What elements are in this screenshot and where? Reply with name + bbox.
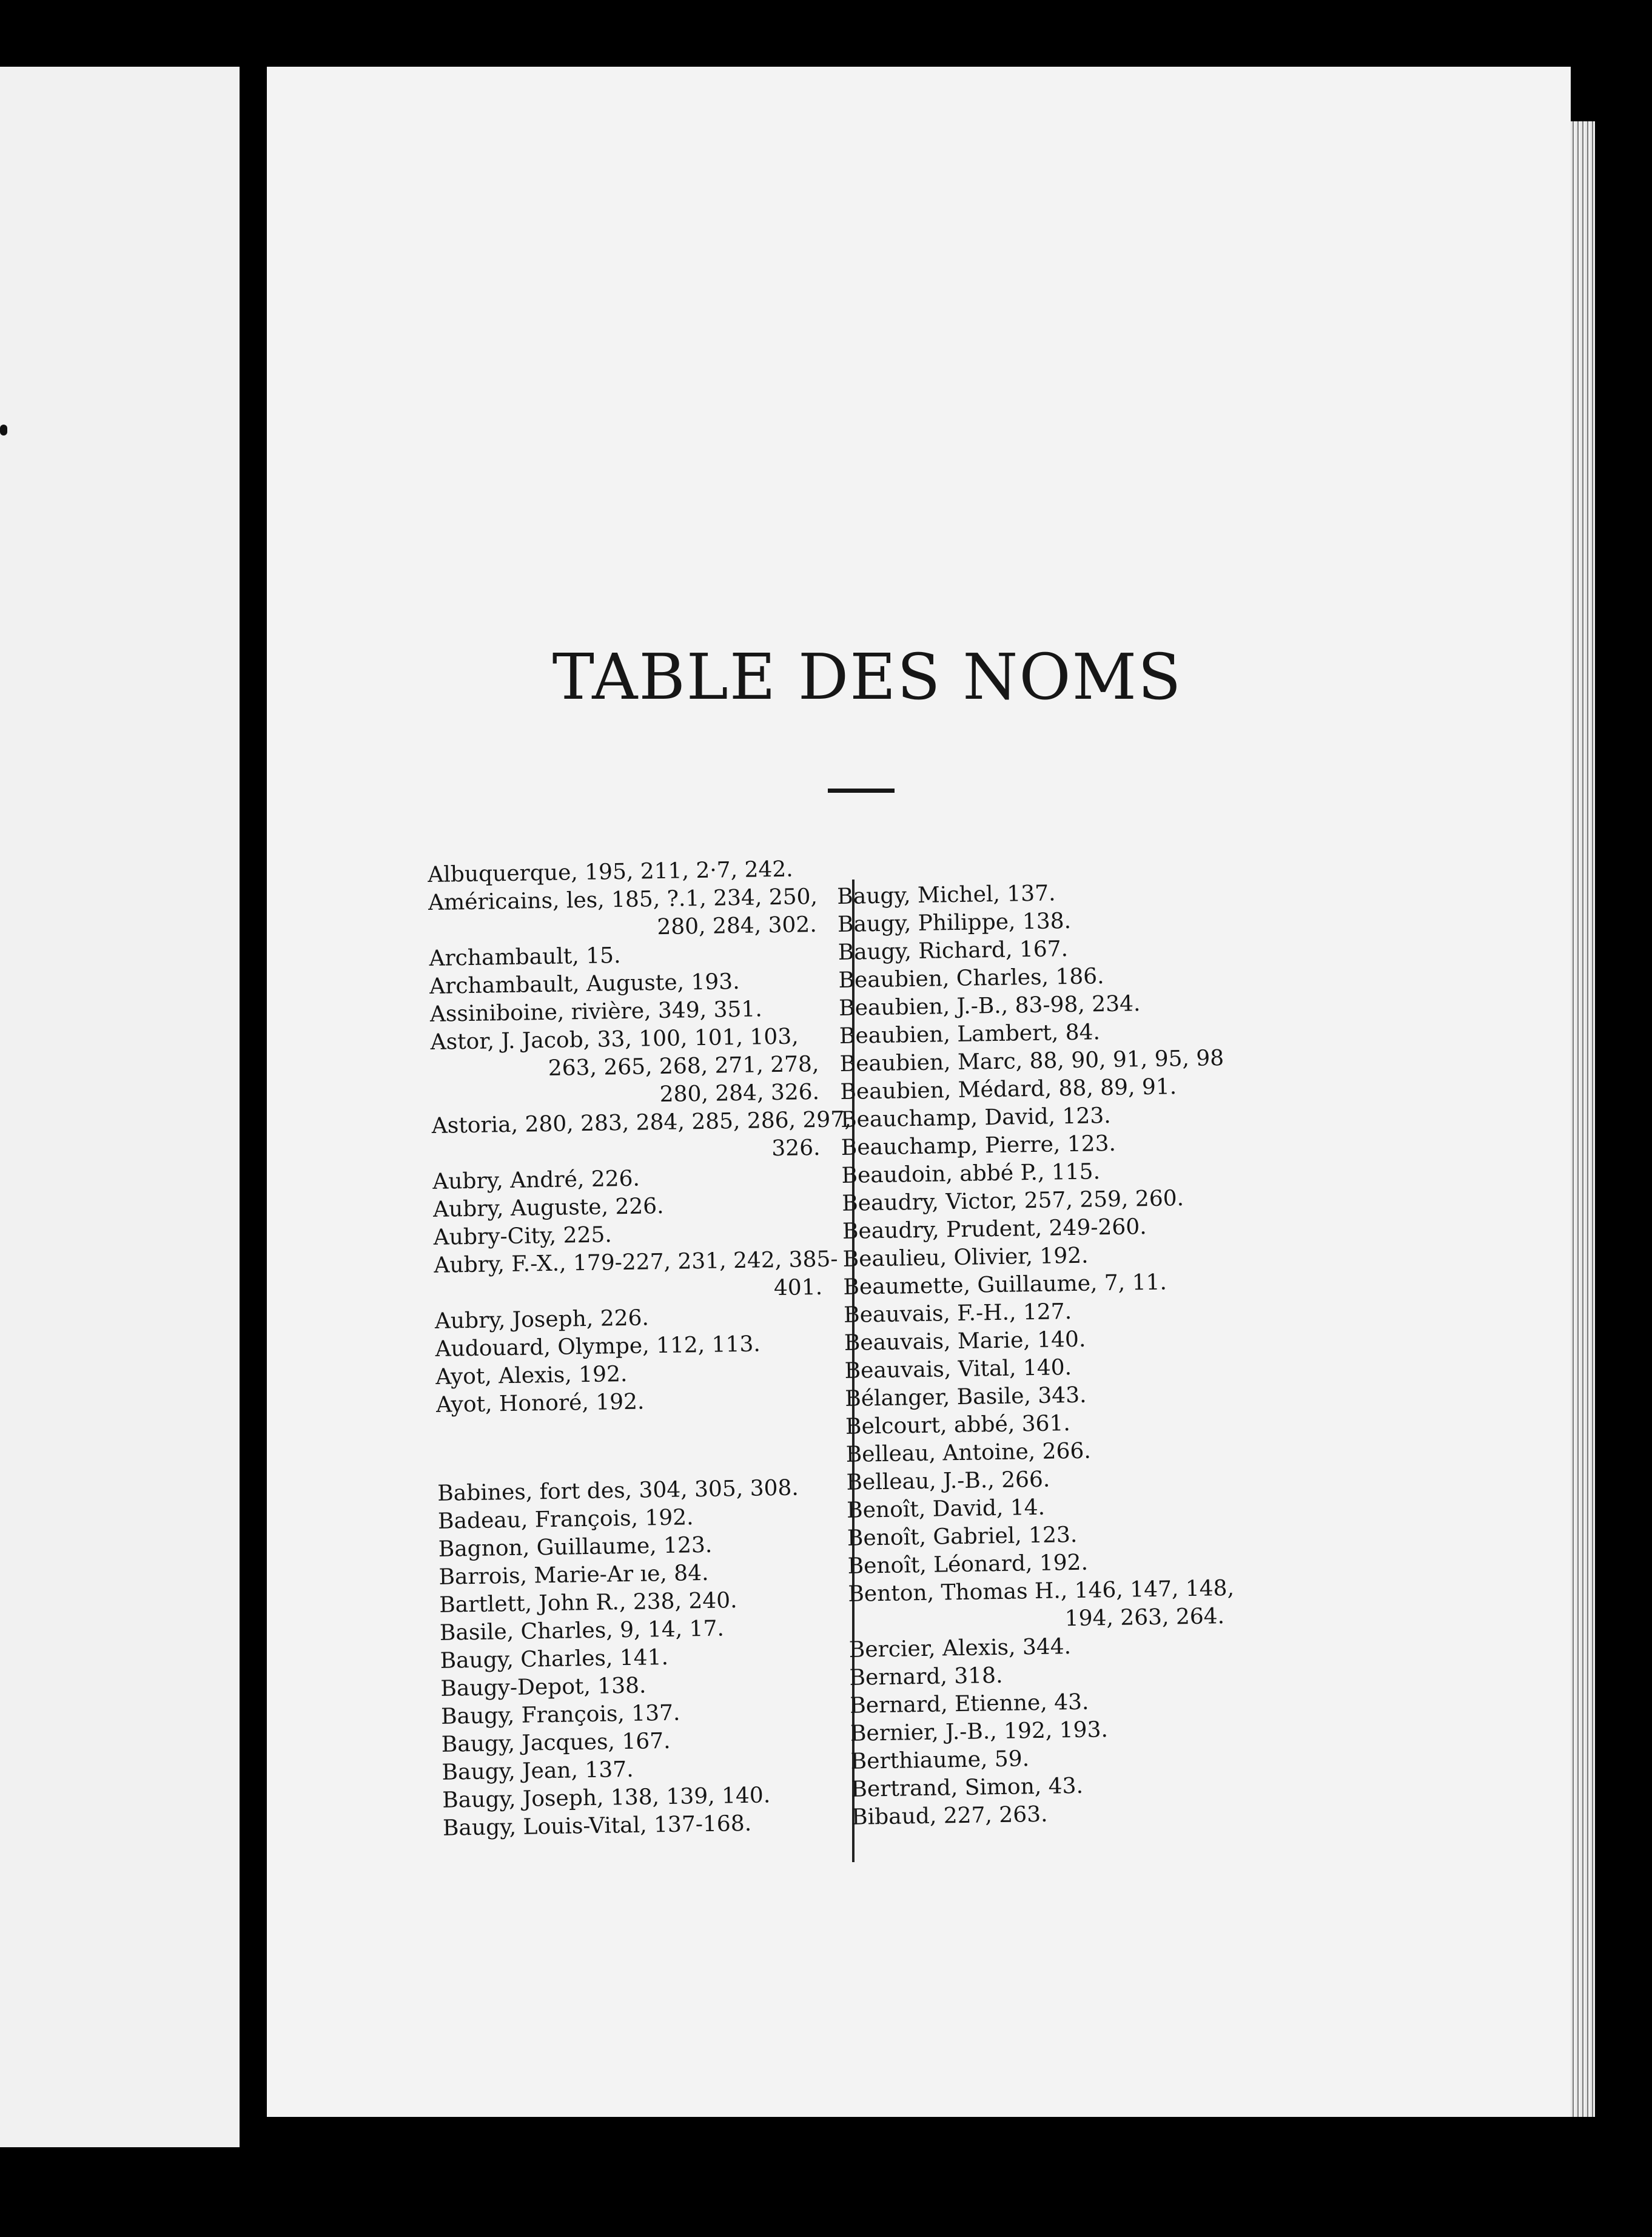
index-entry: Beaubien, Lambert, 84. <box>839 1020 1101 1049</box>
index-entry: Beaubien, Médard, 88, 89, 91. <box>840 1074 1177 1105</box>
index-entry-continuation: 194, 263, 264. <box>1064 1604 1225 1632</box>
index-entry: Baugy, Charles, 141. <box>440 1644 669 1674</box>
index-entry: Beaumette, Guillaume, 7, 11. <box>843 1270 1167 1300</box>
index-entry: Assiniboine, rivière, 349, 351. <box>429 997 763 1027</box>
page-edges <box>1571 121 1595 2117</box>
index-entry: Baugy-Depot, 138. <box>440 1673 646 1701</box>
index-entry: Bertrand, Simon, 43. <box>851 1773 1084 1802</box>
index-entry: Aubry, Auguste, 226. <box>432 1193 664 1222</box>
index-entry-continuation: 326. <box>771 1135 821 1162</box>
index-column-left <box>428 855 862 1843</box>
index-entry: Baugy, Philippe, 138. <box>837 908 1072 937</box>
index-entry: Baugy, Richard, 167. <box>838 937 1069 965</box>
index-entry: Benoît, Gabriel, 123. <box>847 1522 1078 1551</box>
index-entry: Ayot, Alexis, 192. <box>435 1361 628 1390</box>
index-entry: Astor, J. Jacob, 33, 100, 101, 103, <box>430 1024 799 1055</box>
index-entry: Benoît, David, 14. <box>846 1495 1046 1523</box>
index-entry: Américains, les, 185, ?.1, 234, 250, <box>428 884 818 915</box>
index-entry: Archambault, 15. <box>429 943 621 971</box>
index-entry: Berthiaume, 59. <box>850 1746 1030 1774</box>
index-entry-continuation: 263, 265, 268, 271, 278, <box>548 1051 819 1081</box>
index-entry-continuation: 280, 284, 326. <box>659 1079 820 1108</box>
book-gutter <box>240 67 267 2147</box>
index-entry: Barrois, Marie-Ar ıe, 84. <box>438 1560 709 1590</box>
index-entry: Aubry-City, 225. <box>433 1222 613 1250</box>
index-entry: Beaubien, Marc, 88, 90, 91, 95, 98 <box>839 1046 1224 1077</box>
ink-spot <box>0 425 7 436</box>
index-entry: Archambault, Auguste, 193. <box>429 969 740 999</box>
index-entry-continuation: 280, 284, 302. <box>657 912 818 940</box>
index-entry: Basile, Charles, 9, 14, 17. <box>439 1616 725 1646</box>
index-entry: Baugy, François, 137. <box>440 1700 680 1729</box>
index-entry: Bernier, J.-B., 192, 193. <box>850 1717 1109 1746</box>
index-entry: Bibaud, 227, 263. <box>851 1801 1048 1830</box>
index-entry: Baugy, Joseph, 138, 139, 140. <box>442 1783 771 1813</box>
index-entry: Bagnon, Guillaume, 123. <box>438 1532 713 1562</box>
index-entry: Baugy, Louis-Vital, 137-168. <box>442 1811 752 1841</box>
index-entry-continuation: 401. <box>773 1274 823 1301</box>
index-entry: Beauvais, Marie, 140. <box>844 1327 1086 1356</box>
index-entry: Aubry, André, 226. <box>432 1166 640 1194</box>
index-entry: Babines, fort des, 304, 305, 308. <box>437 1475 799 1506</box>
letter-group-gap <box>436 1413 856 1480</box>
index-entry: Baugy, Jean, 137. <box>442 1757 634 1785</box>
index-entry: Beaubien, Charles, 186. <box>838 964 1104 993</box>
index-entry: Beaubien, J.-B., 83-98, 234. <box>838 991 1141 1021</box>
index-entry: Benton, Thomas H., 146, 147, 148, <box>848 1575 1235 1607</box>
index-entry: Beaulieu, Olivier, 192. <box>842 1243 1089 1272</box>
index-entry: Beaudoin, abbé P., 115. <box>841 1159 1101 1188</box>
index-entry: Beaudry, Victor, 257, 259, 260. <box>841 1186 1184 1216</box>
left-page <box>0 67 240 2147</box>
index-entry: Belleau, J.-B., 266. <box>846 1467 1050 1495</box>
index-entry: Aubry, Joseph, 226. <box>434 1305 650 1334</box>
title-rule <box>828 789 895 793</box>
index-entry: Benoît, Léonard, 192. <box>847 1550 1089 1579</box>
index-entry: Bartlett, John R., 238, 240. <box>438 1588 737 1618</box>
index-entry: Bernard, 318. <box>849 1663 1003 1690</box>
index-entry: Belcourt, abbé, 361. <box>845 1411 1071 1439</box>
index-entry: Beauchamp, David, 123. <box>840 1103 1111 1132</box>
index-entry: Bercier, Alexis, 344. <box>848 1634 1072 1663</box>
index-entry: Beauchamp, Pierre, 123. <box>841 1131 1116 1160</box>
index-entry: Badeau, François, 192. <box>437 1505 694 1534</box>
index-entry: Beauvais, Vital, 140. <box>844 1355 1072 1384</box>
index-entry: Baugy, Jacques, 167. <box>441 1728 671 1757</box>
index-entry: Beaudry, Prudent, 249-260. <box>842 1214 1147 1244</box>
index-entry: Belleau, Antoine, 266. <box>845 1438 1092 1467</box>
index-entry: Bernard, Etienne, 43. <box>849 1689 1089 1718</box>
index-entry: Audouard, Olympe, 112, 113. <box>435 1331 761 1362</box>
index-column-right <box>837 877 1238 1832</box>
index-entry: Bélanger, Basile, 343. <box>845 1382 1087 1411</box>
index-entry: Beauvais, F.-H., 127. <box>843 1299 1072 1328</box>
page-title: TABLE DES NOMS <box>552 640 1183 714</box>
index-entry: Albuquerque, 195, 211, 2·7, 242. <box>428 856 794 887</box>
index-entry: Baugy, Michel, 137. <box>837 881 1056 909</box>
index-entry: Aubry, F.-X., 179-227, 231, 242, 385- <box>434 1246 838 1278</box>
index-entry: Ayot, Honoré, 192. <box>435 1389 645 1418</box>
index-entry: Astoria, 280, 283, 284, 285, 286, 297, <box>431 1107 851 1139</box>
